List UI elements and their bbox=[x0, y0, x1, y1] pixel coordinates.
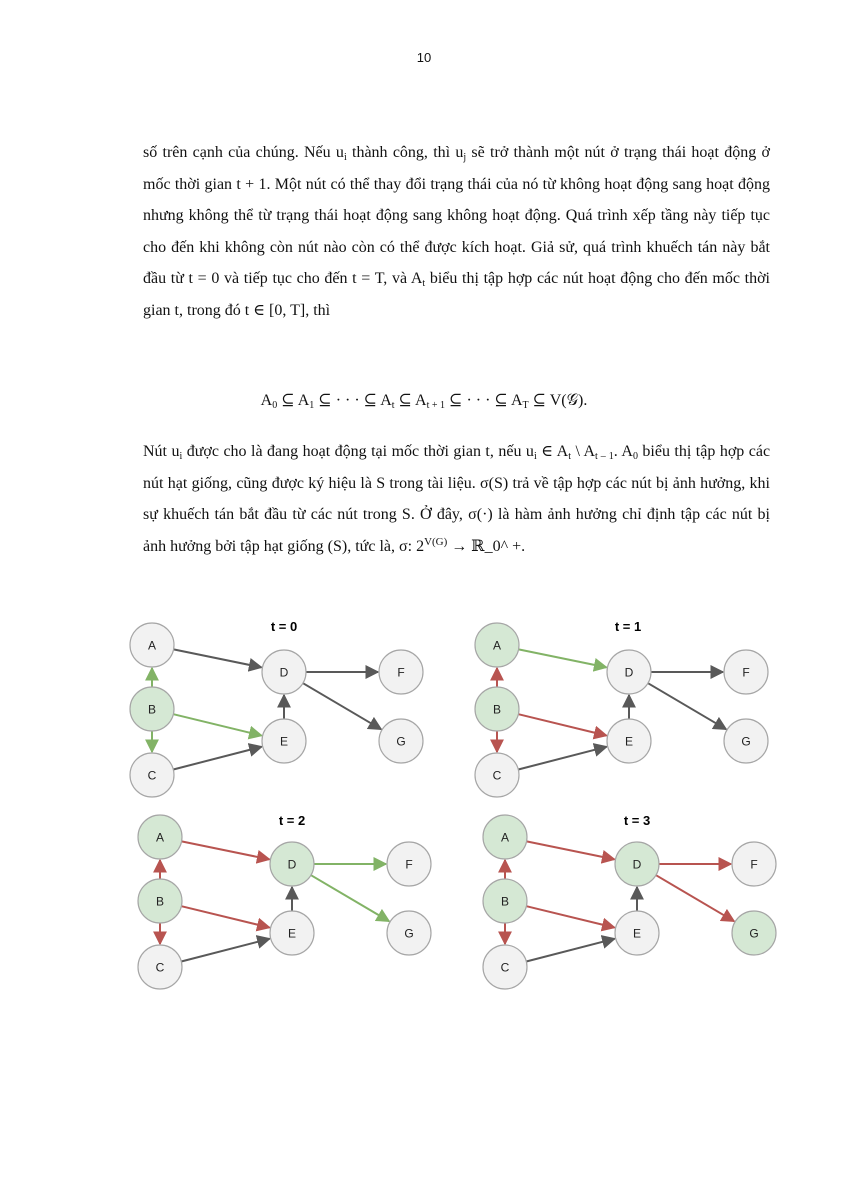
node-label: D bbox=[287, 857, 297, 872]
node-label: E bbox=[287, 926, 297, 941]
edge-c-e bbox=[181, 939, 269, 962]
node-label: B bbox=[492, 702, 502, 717]
panel-time-label: t = 1 bbox=[614, 619, 642, 634]
node-label: G bbox=[749, 926, 759, 941]
edge-a-d bbox=[519, 649, 607, 667]
node-label: D bbox=[279, 665, 289, 680]
node-label: C bbox=[155, 960, 165, 975]
node-label: A bbox=[500, 830, 510, 845]
node-label: E bbox=[632, 926, 642, 941]
edge-b-e bbox=[526, 906, 614, 927]
node-label: D bbox=[624, 665, 634, 680]
edge-c-e bbox=[173, 747, 261, 770]
body-paragraph-2: Nút $u_i$ được cho là đang hoạt động tại mốc thời gian t, nếu $u_i$ ∈ $A_t$ \ $A_{t - 1}$. $A_0$ biểu thị tập hợp các nút hạt giống, cũng được ký hiệu là S trong tài liệu. σ(S) trả về tập hợp các nút bị ảnh hưởng, khi sự khuếch tán bắt đầu từ các nút trong S. Ở đây, σ(·) là hàm ảnh hưởng chỉ định tập các nút bị ảnh hưởng bởi tập hạt giống (S), tức là, σ: $2^{V(G)}$ → ℝ_0^ +. bbox=[143, 443, 771, 555]
edge-b-e bbox=[181, 906, 269, 927]
node-label: F bbox=[397, 665, 405, 680]
edge-a-d bbox=[174, 649, 262, 667]
node-label: C bbox=[147, 768, 157, 783]
node-label: B bbox=[155, 894, 165, 909]
diffusion-panel bbox=[475, 619, 768, 797]
node-label: A bbox=[147, 638, 157, 653]
node-label: A bbox=[492, 638, 502, 653]
edge-d-g bbox=[311, 875, 389, 921]
node-label: G bbox=[741, 734, 751, 749]
node-label: E bbox=[624, 734, 634, 749]
edge-d-g bbox=[648, 683, 726, 729]
diffusion-panel bbox=[138, 813, 431, 989]
edge-d-g bbox=[656, 875, 734, 921]
node-label: B bbox=[500, 894, 510, 909]
node-label: F bbox=[405, 857, 413, 872]
node-label: C bbox=[500, 960, 510, 975]
panel-time-label: t = 2 bbox=[278, 813, 306, 828]
subset-chain-formula: $A_0$ ⊆ $A_1$ ⊆ · · · ⊆ $A_t$ ⊆ $A_{t + 1}$ ⊆ · · · ⊆ $A_T$ ⊆ V(𝒢). bbox=[260, 392, 588, 411]
edge-b-e bbox=[173, 714, 261, 735]
edge-a-d bbox=[182, 841, 270, 859]
panel-time-label: t = 3 bbox=[623, 813, 651, 828]
body-paragraph-1: số trên cạnh của chúng. Nếu $u_i$ thành công, thì $u_j$ sẽ trở thành một nút ở trạng thái hoạt động ở mốc thời gian t + 1. Một nút có thể thay đổi trạng thái của nó từ không hoạt động sang hoạt động nhưng không thể từ trạng thái hoạt động sang không hoạt động. Quá trình xếp tầng này tiếp tục cho đến khi không còn nút nào còn có thể được kích hoạt. Giả sử, quá trình khuếch tán này bắt đầu từ t = 0 và tiếp tục cho đến t = T, và $A_t$ biểu thị tập hợp các nút hoạt động cho đến mốc thời gian t, trong đó t ∈ [0, T], thì bbox=[143, 144, 770, 319]
node-label: C bbox=[492, 768, 502, 783]
page-number: 10 bbox=[416, 50, 432, 65]
node-label: G bbox=[396, 734, 406, 749]
panel-time-label: t = 0 bbox=[270, 619, 298, 634]
node-label: E bbox=[279, 734, 289, 749]
diffusion-panel bbox=[483, 813, 776, 989]
edge-b-e bbox=[518, 714, 606, 735]
node-label: D bbox=[632, 857, 642, 872]
edge-c-e bbox=[518, 747, 606, 770]
edge-a-d bbox=[527, 841, 615, 859]
node-label: F bbox=[750, 857, 758, 872]
node-label: A bbox=[155, 830, 165, 845]
edge-c-e bbox=[526, 939, 614, 962]
diffusion-panel bbox=[130, 619, 423, 797]
node-label: B bbox=[147, 702, 157, 717]
node-label: F bbox=[742, 665, 750, 680]
node-label: G bbox=[404, 926, 414, 941]
edge-d-g bbox=[303, 683, 381, 729]
